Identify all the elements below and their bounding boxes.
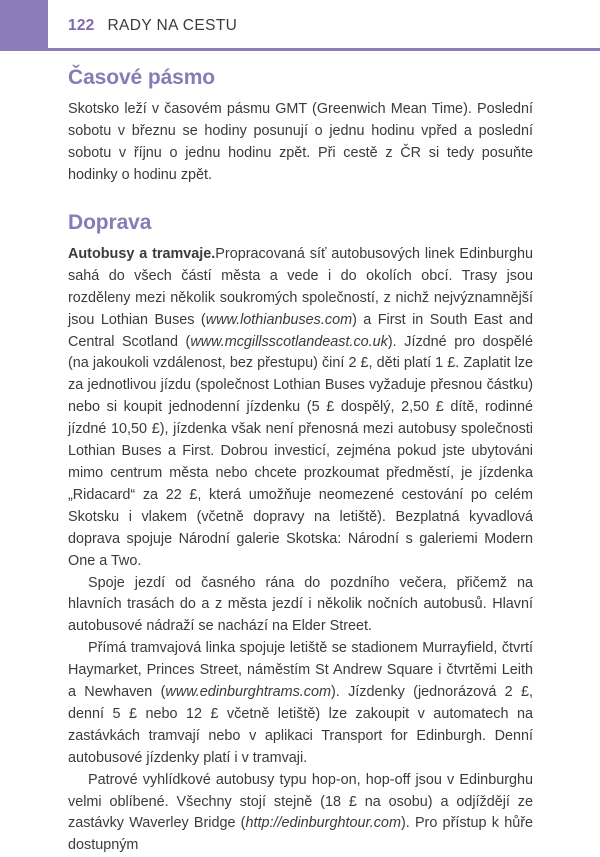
paragraph-lead-in: Autobusy a tramvaje.	[68, 245, 216, 262]
paragraph-text-2: ). Pro přístup k hůře dostupným	[68, 815, 533, 854]
paragraph-text: Spoje jezdí od časného rána do pozdního večera, přičemž na hlavních trasách do a z města jezdí i několik nočních autobusů. Hlavní autobusové nádraží se nachází na Elder Street.	[68, 574, 533, 635]
paragraph-tram-line	[68, 638, 533, 769]
running-head	[68, 17, 237, 35]
paragraph-text-3: ). Jízdné pro dospělé (na jakoukoli vzdálenost, bez přestupu) činí 2 £, děti platí 1 £. Zaplatit lze za jednotlivou jízdu (společnost Lothian Buses vyžaduje přesnou částku) nebo si koupit jednodenní jízdenku (5 £ dospělý, 2,50 £ dítě, rodinné jízdné 10,50 £), jízdenka však není přenosná mezi autobusy společnosti Lothian Buses a First. Dobrou investicí, zejména pokud jste ubytováni mimo centrum města nebo chcete prozkoumat předměstí, je jízdenka „Ridacard“ za 22 £, která umožňuje neomezené cestování po celém Skotsku i vlakem (včetně dopravy na letiště). Bezplatná kyvadlová doprava spojuje Národní galerie Skotska: Národní s galeriemi Modern One a Two.	[68, 333, 533, 569]
section-heading-doprava: Doprava	[68, 210, 152, 234]
paragraph-text: Skotsko leží v časovém pásmu GMT (Greenwich Mean Time). Poslední sobotu v březnu se hodiny posunují o jednu hodinu vpřed a poslední sobotu v říjnu o jednu hodinu zpět. Při cestě z ČR si tedy posuňte hodinky o hodinu zpět.	[68, 101, 533, 183]
paragraph-text-2: ). Jízdenky (jednorázová 2 £, denní 5 £ nebo 12 £ včetně letiště) lze zakoupit v automatech na zastávkách tramvají nebo v aplikaci Transport for Edinburgh. Denní autobusové jízdenky platí i v tramvaji.	[68, 684, 533, 766]
header-accent-block	[0, 0, 48, 48]
page-number: 122	[68, 17, 95, 34]
url-mcgillsscotlandeast: www.mcgillsscotlandeast.co.uk	[190, 333, 388, 350]
section-heading-casove-pasmo: Časové pásmo	[68, 66, 216, 89]
page-header	[0, 0, 600, 51]
paragraph-bus-schedule	[68, 573, 533, 639]
paragraph-buses-trams	[68, 244, 533, 573]
paragraph-text-2: ) a First in South East and Central Scotland (	[68, 311, 533, 350]
url-lothianbuses: www.lothianbuses.com	[205, 311, 353, 328]
paragraph-text: Propracovaná síť autobusových linek Edinburghu sahá do všech částí města a vede i do okolích obcí. Trasy jsou rozděleny mezi několik soukromých společností, z nichž nejvýznamnější jsou Lothian Buses (	[68, 245, 533, 328]
paragraph-text: Přímá tramvajová linka spojuje letiště se stadionem Murrayfield, čtvrtí Haymarket, Princes Street, náměstím St Andrew Square i čtvrtěmi Leith a Newhaven (	[68, 640, 533, 701]
url-edinburghtour: http://edinburghtour.com	[245, 815, 401, 832]
text-column	[68, 66, 533, 857]
paragraph-timezone	[68, 99, 533, 187]
paragraph-hop-on-hop-off	[68, 770, 533, 857]
url-edinburghtrams: www.edinburghtrams.com	[165, 684, 331, 701]
chapter-title: RADY NA CESTU	[107, 17, 238, 34]
paragraph-text: Patrové vyhlídkové autobusy typu hop-on, hop-off jsou v Edinburghu velmi oblíbené. Všechny stojí stejně (18 £ na osobu) a odjíždějí ze zastávky Waverley Bridge (	[68, 771, 533, 832]
header-divider-rule	[0, 48, 600, 51]
